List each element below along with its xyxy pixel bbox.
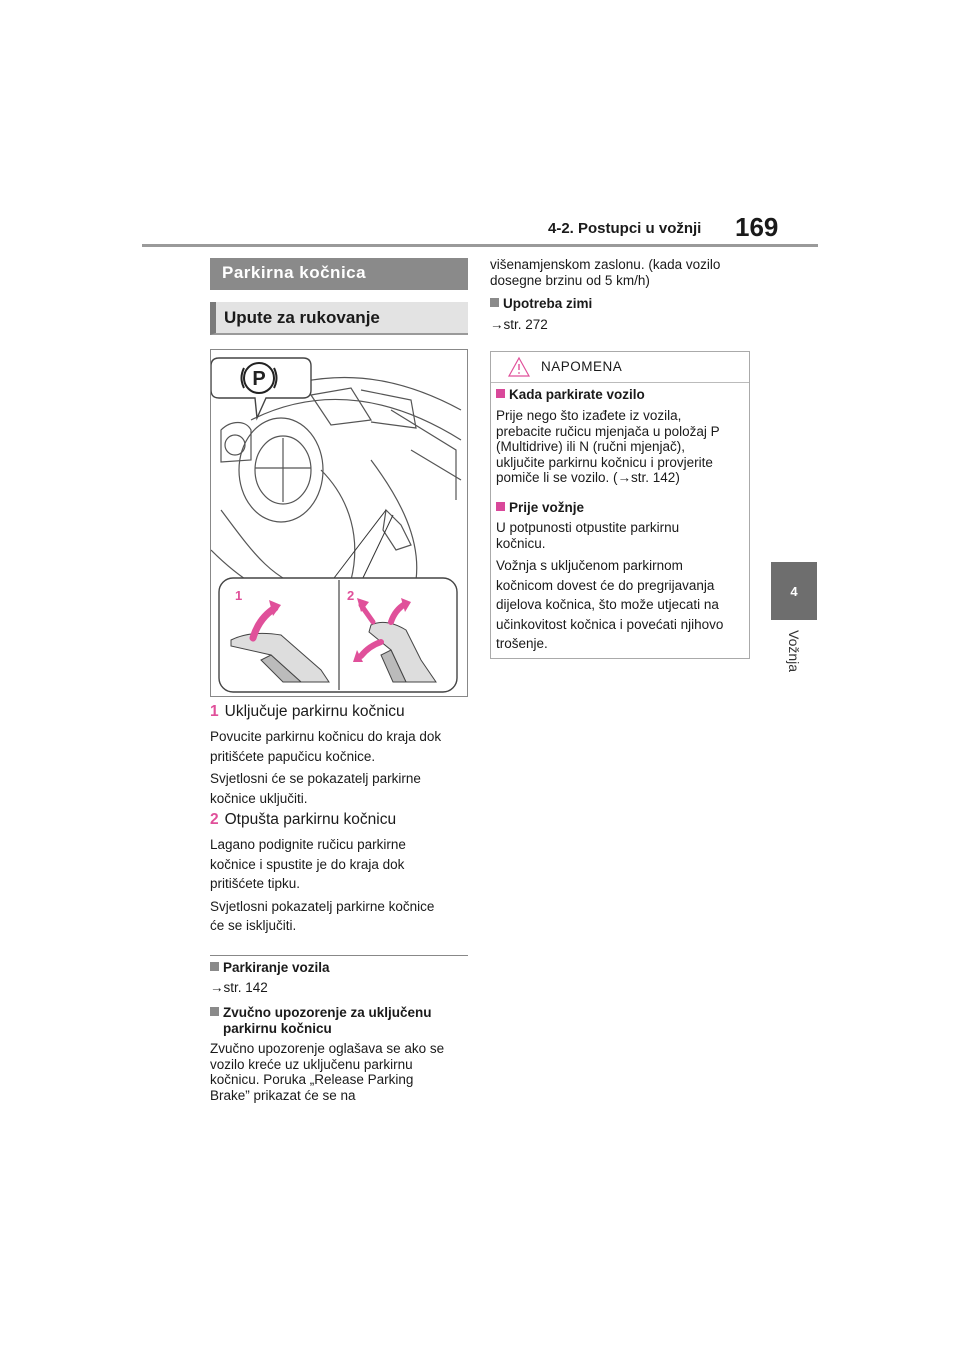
winter-heading (490, 296, 592, 312)
step-2-title: Otpušta parkirnu kočnicu (224, 811, 397, 828)
chapter-tab: 4 (771, 562, 817, 620)
square-bullet-icon (210, 962, 219, 971)
parking-heading (210, 960, 330, 976)
notice-header (491, 352, 749, 383)
step-2-line: će se isključiti. (210, 918, 297, 933)
notice-box (490, 351, 750, 659)
inset-callout-2: 2 (347, 588, 355, 603)
step-1-number: 1 (210, 703, 219, 720)
notice-item2-text (496, 520, 748, 551)
step-2-line: kočnice i spustite je do kraja dok (210, 856, 405, 872)
buzzer-heading-line2: parkirnu kočnicu (223, 1020, 332, 1036)
step-1-title: Uključuje parkirnu kočnicu (224, 703, 405, 720)
step-1-text (210, 727, 470, 808)
parking-brake-illustration (210, 349, 468, 697)
continuation-line: dosegne brzinu od 5 km/h) (490, 272, 650, 288)
illustration-drawing (211, 350, 467, 696)
section-title: Parkirna kočnica (222, 263, 367, 282)
buzzer-line: Brake” prikazat će se na (210, 1087, 356, 1103)
square-bullet-icon (210, 1007, 219, 1016)
buzzer-heading-line1: Zvučno upozorenje za uključenu (223, 1005, 432, 1020)
notice-item2-text-continued (496, 556, 750, 654)
step-2-line: Lagano podignite ručicu parkirne (210, 837, 406, 852)
warning-triangle-icon (507, 356, 531, 378)
winter-heading-text: Upotreba zimi (503, 296, 593, 311)
square-bullet-icon (496, 502, 505, 511)
buzzer-line: kočnicu. Poruka „Release Parking (210, 1072, 414, 1087)
step-2-line: Svjetlosni pokazatelj parkirne kočnice (210, 898, 435, 914)
notice-item2-line: kočnicu. (496, 535, 546, 551)
winter-ref: →str. 272 (490, 317, 548, 332)
section-title-bar (210, 258, 468, 290)
notice-item2-heading-text: Prije vožnje (509, 500, 585, 515)
buzzer-text (210, 1041, 472, 1103)
notice-label: NAPOMENA (541, 359, 623, 374)
notice-item2-heading (496, 500, 584, 516)
page-number: 169 (735, 212, 779, 242)
step-1-line: kočnice uključiti. (210, 790, 308, 806)
continuation-line: višenamjenskom zaslonu. (kada vozilo (490, 257, 721, 272)
notice-item1-line: (Multidrive) ili N (ručni mjenjač), (496, 439, 686, 454)
square-bullet-icon (496, 389, 505, 398)
notice-item1-line: Prije nego što izađete iz vozila, (496, 408, 682, 423)
notice-item1-line: uključite parkirnu kočnicu i provjerite (496, 454, 713, 470)
step-1-line: pritišćete papučicu kočnice. (210, 748, 376, 764)
parking-ref: →str. 142 (210, 980, 268, 995)
running-header-section: 4-2. Postupci u vožnji (548, 220, 702, 237)
buzzer-heading (210, 1005, 432, 1036)
step-1-line: Svjetlosni će se pokazatelj parkirne (210, 771, 421, 786)
subsection-title: Upute za rukovanje (224, 308, 380, 327)
notice-item1-line: pomiče li se vozilo. (→str. 142) (496, 470, 680, 485)
notice-item1-heading (496, 387, 645, 403)
notice-item2-line: dijelova kočnica, što može utjecati na (496, 597, 719, 612)
notice-item2-line: Vožnja s uključenom parkirnom (496, 558, 683, 573)
notice-item2-line: trošenje. (496, 636, 548, 651)
chapter-label (771, 630, 817, 690)
notice-item1-text (496, 408, 748, 486)
section-divider (210, 955, 468, 956)
step-1 (210, 703, 405, 721)
continuation-text (490, 257, 760, 288)
header-rule (142, 244, 818, 247)
notice-item1-line: prebacite ručicu mjenjača u položaj P (496, 423, 720, 439)
notice-item2-line: kočnicom dovest će do pregrijavanja (496, 577, 715, 593)
subsection-title-bar (210, 302, 468, 335)
buzzer-line: Zvučno upozorenje oglašava se ako se (210, 1041, 445, 1056)
step-2 (210, 811, 396, 829)
step-2-line: pritišćete tipku. (210, 876, 301, 891)
chapter-label-text: Vožnja (786, 630, 802, 673)
buzzer-line: vozilo kreće uz uključenu parkirnu (210, 1056, 413, 1072)
step-2-number: 2 (210, 811, 219, 828)
inset-callout-1: 1 (235, 588, 243, 603)
square-bullet-icon (490, 298, 499, 307)
p-badge-callout (211, 358, 311, 418)
step-1-line: Povucite parkirnu kočnicu do kraja dok (210, 729, 442, 744)
p-badge-letter: P (252, 368, 266, 390)
notice-item2-line: učinkovitost kočnica i povećati njihovo (496, 616, 724, 632)
step-2-text (210, 835, 470, 936)
parking-heading-text: Parkiranje vozila (223, 960, 330, 975)
notice-item2-line: U potpunosti otpustite parkirnu (496, 520, 680, 535)
notice-item1-heading-text: Kada parkirate vozilo (509, 387, 645, 402)
